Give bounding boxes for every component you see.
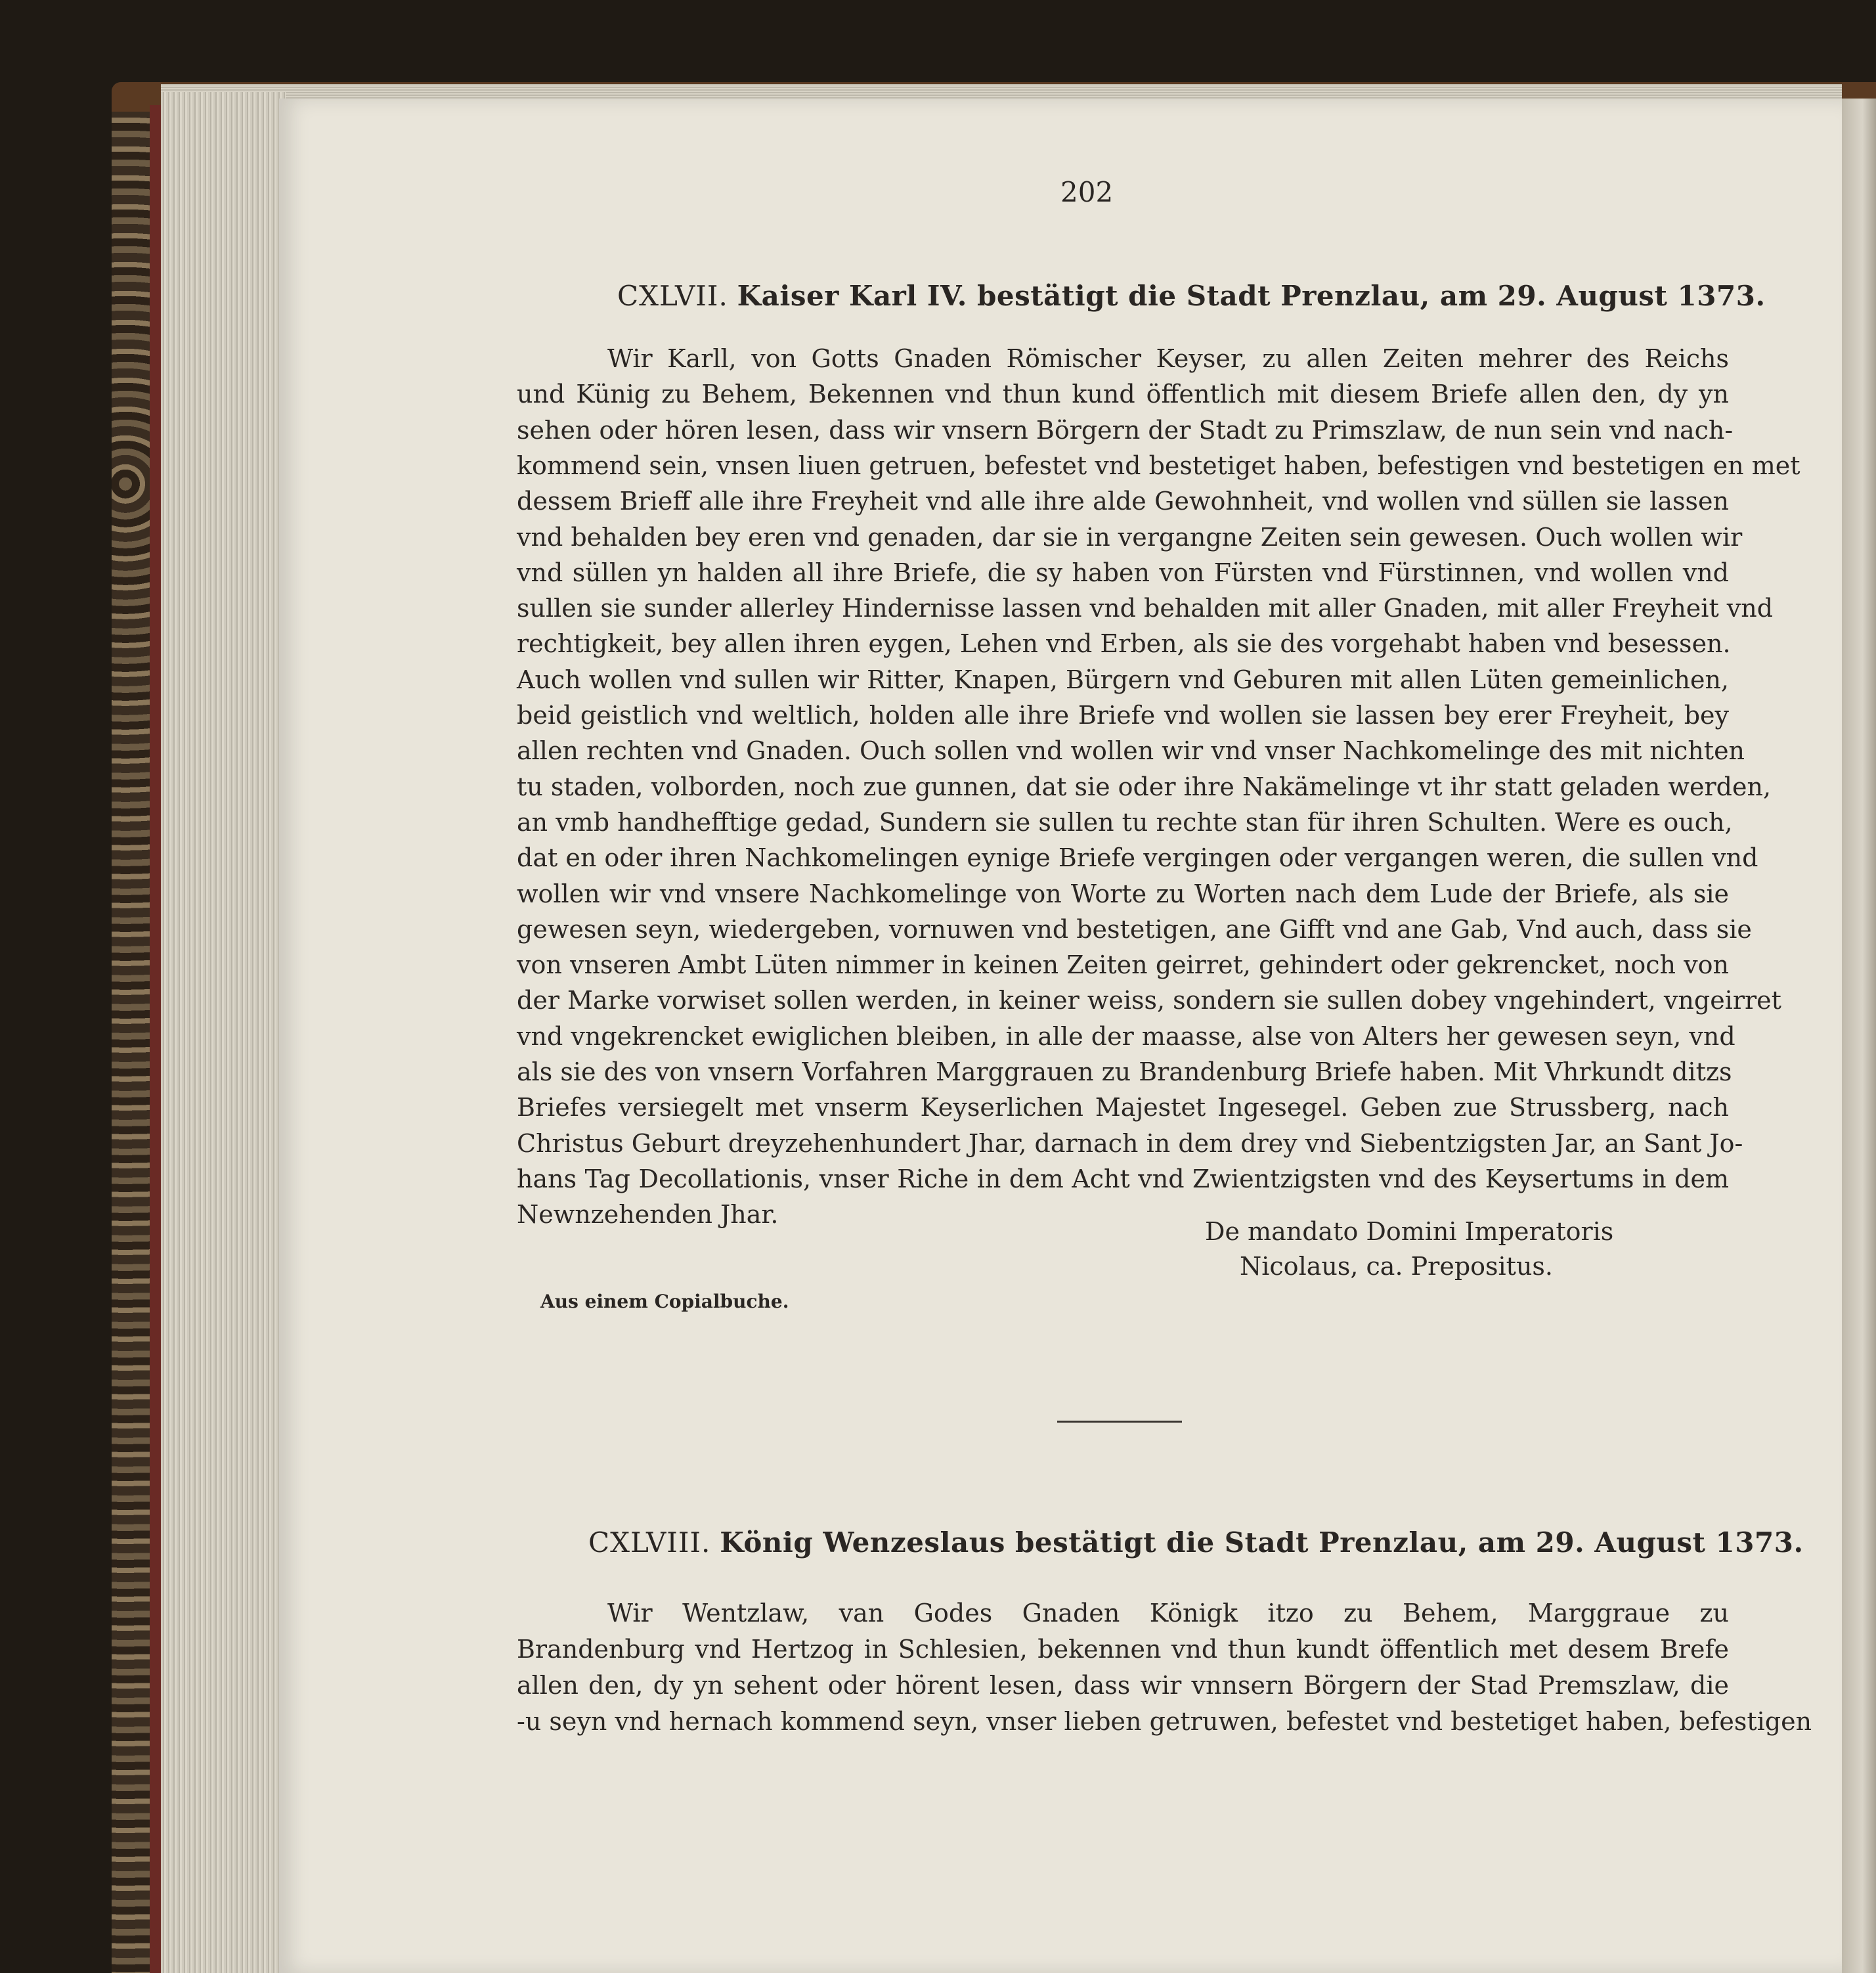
text-line: vnd behalden bey eren vnd genaden, dar sie in vergangne Zeiten sein gewesen. Ouch wollen wir [517,522,1743,552]
signature-line-2: Nicolaus, ca. Prepositus. [1240,1252,1554,1281]
text-line: hans Tag Decollationis, vnser Riche in dem Acht vnd Zwientzigsten vnd des Keysertums in dem [517,1164,1729,1193]
text-line: von vnseren Ambt Lüten nimmer in keinen Zeiten geirret, gehindert oder gekrencket, noch von [517,950,1729,980]
text-line: Newnzehenden Jhar. [517,1200,779,1230]
text-line: an vmb handhefftige gedad, Sundern sie sullen tu rechte stan für ihren Schulten. Were es ouch, [517,807,1733,837]
text-line: sullen sie sunder allerley Hindernisse lassen vnd behalden mit aller Gnaden, mit aller Freyheit vnd [517,594,1774,623]
text-line: der Marke vorwiset sollen werden, in keiner weiss, sondern sie sullen dobey vngehindert, vngeirret [517,986,1781,1015]
source-note: Aus einem Copialbuche. [540,1291,789,1312]
section-title: König Wenzeslaus bestätigt die Stadt Prenzlau, am 29. August 1373. [720,1526,1804,1559]
text-line: wollen wir vnd vnsere Nachkomelinge von Worte zu Worten nach dem Lude der Briefe, als sie [517,879,1729,908]
text-line: vnd vngekrencket ewiglichen bleiben, in alle der maasse, alse von Alters her gewesen seyn, vnd [517,1021,1735,1051]
section-number: CXLVIII. [588,1526,711,1559]
text-line: kommend sein, vnsen liuen getruen, befestet vnd bestetiget haben, befestigen vnd bestetigen en met [517,451,1800,480]
text-line: allen den, dy yn sehent oder hörent lesen, dass wir vnnsern Börgern der Stad Premszlaw, die [517,1671,1729,1700]
text-line: Briefes versiegelt met vnserm Keyserlichen Majestet Ingesegel. Geben zue Strussberg, nach [517,1093,1729,1122]
section-heading-1 [617,280,1766,312]
text-line: tu staden, volborden, noch zue gunnen, dat sie oder ihre Nakämelinge vt ihr statt geladen werden, [517,772,1772,801]
section-divider [1057,1421,1182,1423]
text-line: ‐u seyn vnd hernach kommend seyn, vnser lieben getruwen, befestet vnd bestetiget haben, befestigen [517,1707,1812,1736]
section-heading-2 [588,1526,1804,1559]
text-line: allen rechten vnd Gnaden. Ouch sollen vnd wollen wir vnd vnser Nachkomelinge des mit nichten [517,736,1745,766]
section-number: CXLVII. [617,280,728,312]
text-line: beid geistlich vnd weltlich, holden alle ihre Briefe vnd wollen sie lassen bey erer Freyheit, bey [517,701,1729,730]
text-line: Wir Karll, von Gotts Gnaden Römischer Keyser, zu allen Zeiten mehrer des Reichs [607,344,1729,373]
right-page-edge [1842,99,1876,1973]
text-line: rechtigkeit, bey allen ihren eygen, Lehen vnd Erben, als sie des vorgehabt haben vnd besessen. [517,629,1731,659]
page-stack-edge [161,92,286,1973]
text-line: Auch wollen vnd sullen wir Ritter, Knapen, Bürgern vnd Geburen mit allen Lüten gemeinlichen, [517,665,1729,694]
text-line: Wir Wentzlaw, van Godes Gnaden Königk itzo zu Behem, Marggraue zu [607,1599,1729,1628]
text-line: Christus Geburt dreyzehenhundert Jhar, darnach in dem drey vnd Siebentzigsten Jar, an Sant Jo- [517,1128,1743,1158]
section-title: Kaiser Karl IV. bestätigt die Stadt Prenzlau, am 29. August 1373. [737,280,1766,312]
text-line: dessem Brieff alle ihre Freyheit vnd alle ihre alde Gewohnheit, vnd wollen vnd süllen sie lassen [517,487,1729,516]
text-line: dat en oder ihren Nachkomelingen eynige Briefe vergingen oder vergangen weren, die sullen vnd [517,843,1758,873]
text-line: als sie des von vnsern Vorfahren Marggrauen zu Brandenburg Briefe haben. Mit Vhrkundt ditzs [517,1057,1732,1086]
text-line: und Künig zu Behem, Bekennen vnd thun kund öffentlich mit diesem Briefe allen den, dy yn [517,380,1729,409]
text-line: gewesen seyn, wiedergeben, vornuwen vnd bestetigen, ane Gifft vnd ane Gab, Vnd auch, dass sie [517,914,1752,944]
text-line: sehen oder hören lesen, dass wir vnsern Börgern der Stadt zu Primszlaw, de nun sein vnd nach- [517,415,1734,445]
text-line: Brandenburg vnd Hertzog in Schlesien, bekennen vnd thun kundt öffentlich met desem Brefe [517,1635,1729,1664]
page-number: 202 [1060,176,1114,208]
text-line: vnd süllen yn halden all ihre Briefe, die sy haben von Fürsten vnd Fürstinnen, vnd wollen vnd [517,558,1729,587]
signature-line-1: De mandato Domini Imperatoris [1205,1217,1614,1246]
